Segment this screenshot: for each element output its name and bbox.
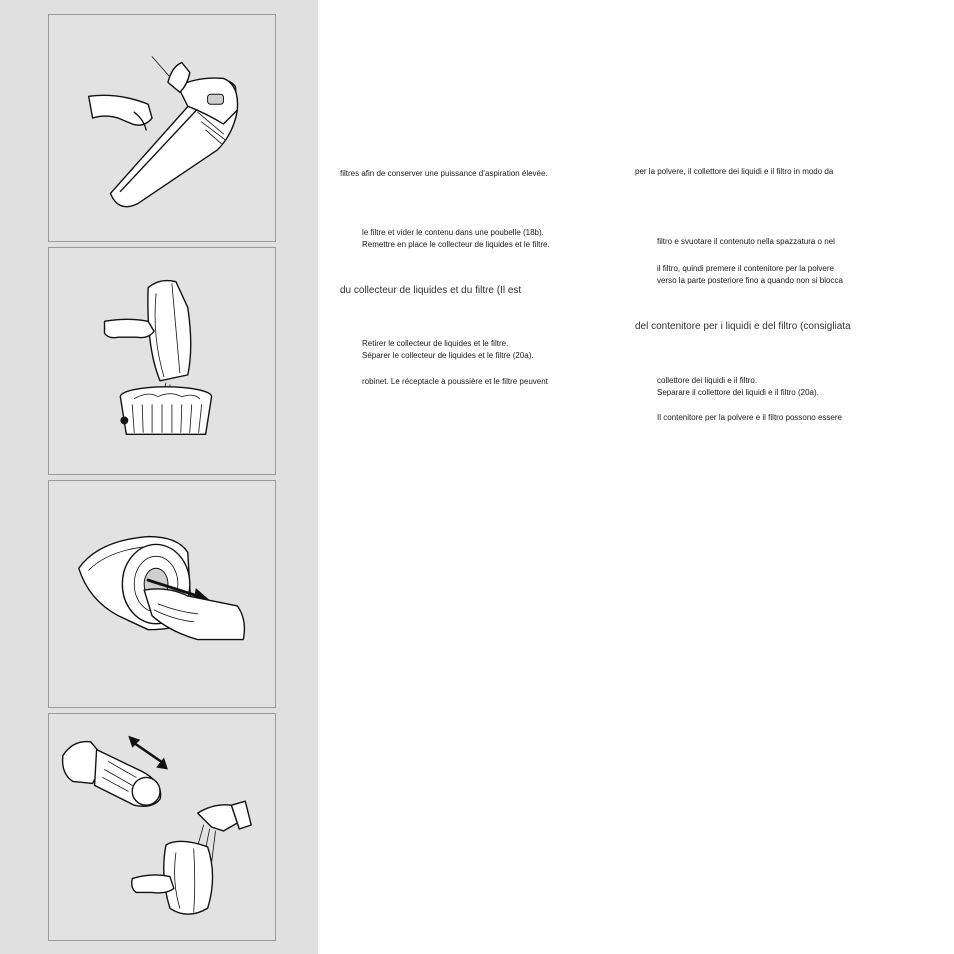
fr-paragraph-3-line-2: Séparer le collecteur de liquides et le filtre (20a). (362, 351, 534, 360)
removing-filter-from-vacuum-icon (49, 481, 275, 707)
fr-paragraph-2-line-2: Remettre en place le collecteur de liquides et le filtre. (362, 240, 550, 249)
emptying-dust-container-into-bin-icon (49, 248, 275, 474)
figure-remove-filter (48, 480, 276, 708)
fr-paragraph-1: filtres afin de conserver une puissance d’aspiration élevée. (340, 169, 548, 178)
figure-release-button (48, 14, 276, 242)
fr-paragraph-2-line-1: le filtre et vider le contenu dans une poubelle (18b). (362, 228, 544, 237)
it-paragraph-1: per la polvere, il collettore dei liquidi e il filtro in modo da (635, 167, 834, 176)
fr-paragraph-3-line-1: Retirer le collecteur de liquides et le filtre. (362, 339, 509, 348)
it-section-heading: del contenitore per i liquidi e del filtro (consigliata (635, 321, 851, 332)
fr-paragraph-4: robinet. Le réceptacle à poussière et le filtre peuvent (362, 377, 548, 386)
figure-rinse-filter (48, 713, 276, 941)
rinsing-filter-under-tap-icon (49, 714, 275, 940)
illustration-sidebar (0, 0, 318, 954)
it-paragraph-5: Il contenitore per la polvere e il filtro possono essere (657, 413, 842, 422)
it-paragraph-3-line-1: il filtro, quindi premere il contenitore per la polvere (657, 264, 834, 273)
it-paragraph-2: filtro e svuotare il contenuto nella spazzatura o nel (657, 237, 835, 246)
it-paragraph-4-line-2: Separare il collettore dei liquidi e il filtro (20a). (657, 388, 819, 397)
fr-section-heading: du collecteur de liquides et du filtre (Il est (340, 285, 522, 296)
hand-holding-vacuum-pressing-release-button-icon (49, 15, 275, 241)
it-paragraph-3-line-2: verso la parte posteriore fino a quando non si blocca (657, 276, 843, 285)
it-paragraph-4-line-1: collettore dei liquidi e il filtro. (657, 376, 758, 385)
figure-empty-container (48, 247, 276, 475)
